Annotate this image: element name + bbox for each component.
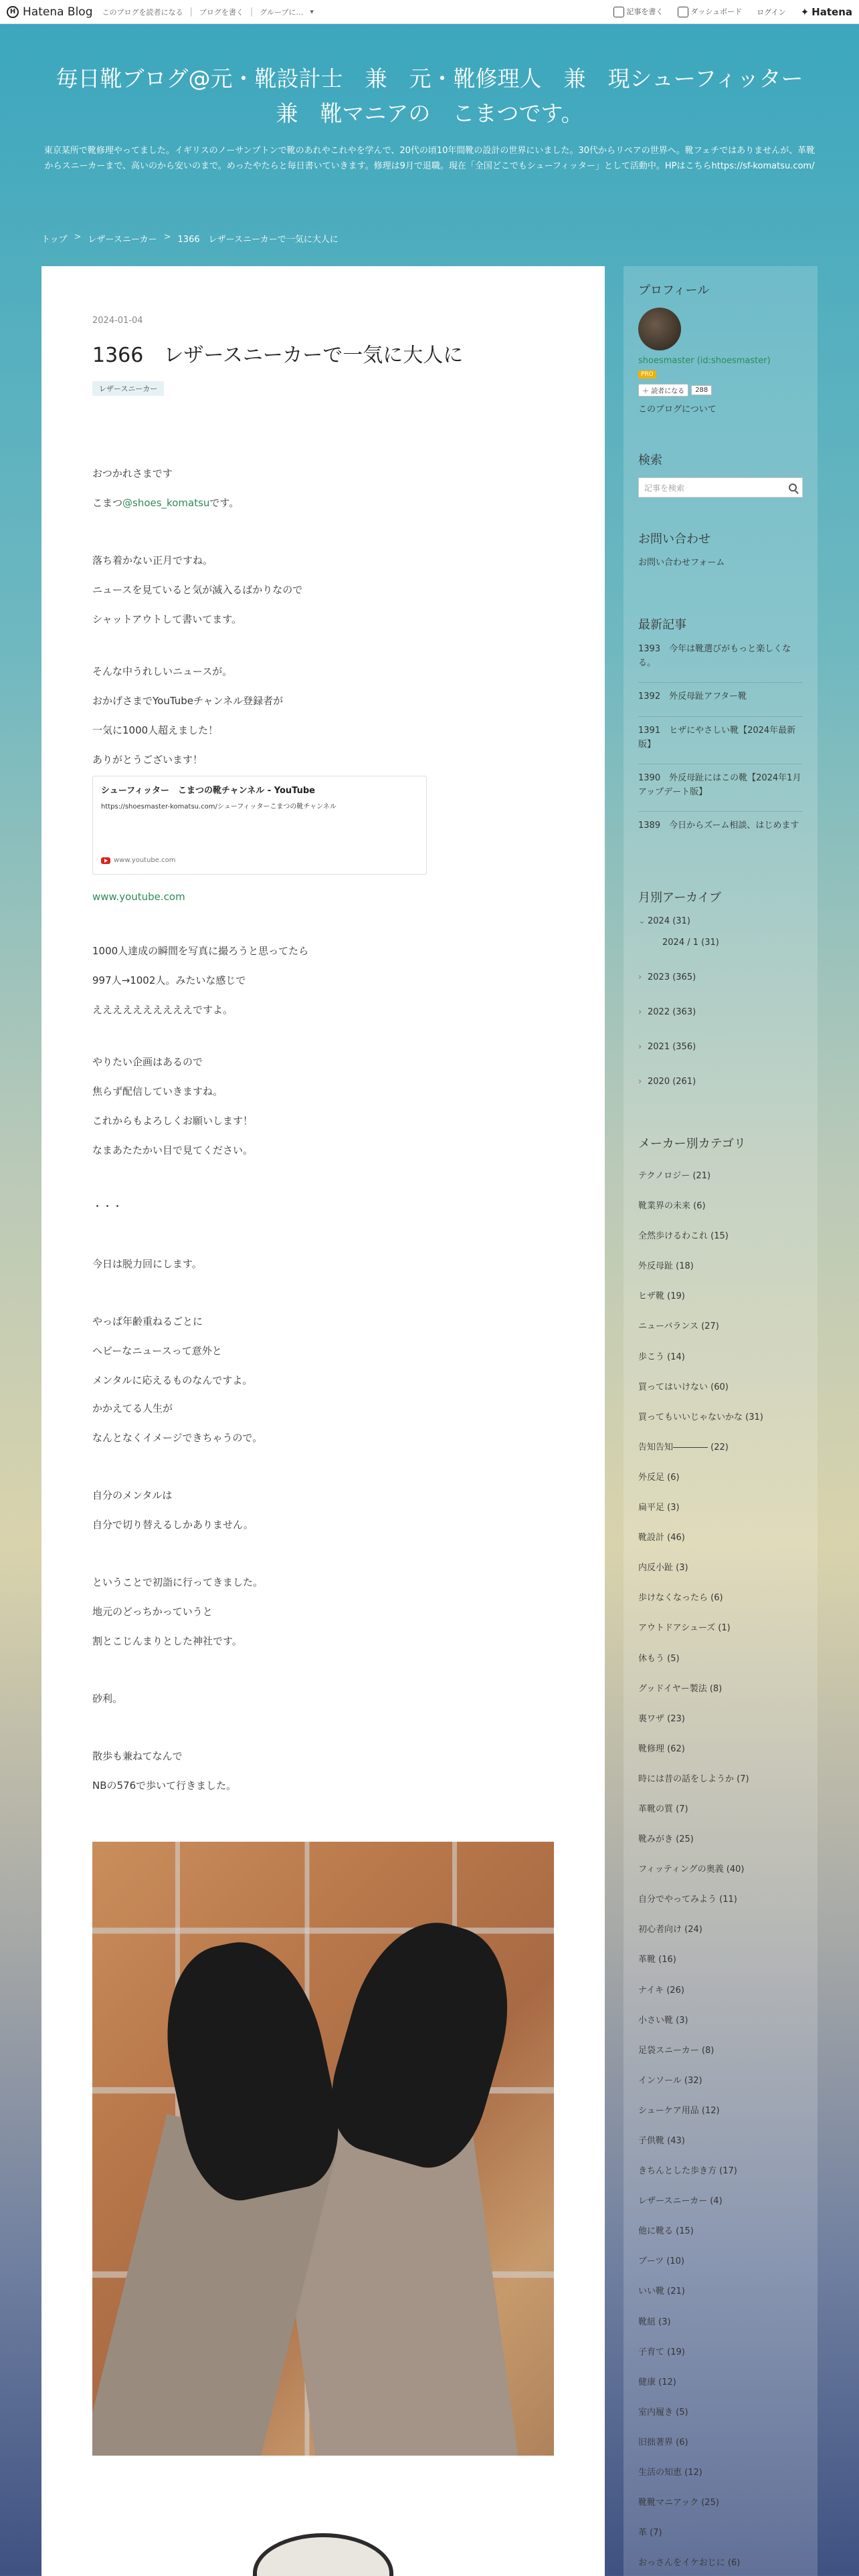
pencil-icon (613, 7, 624, 17)
breadcrumb-category[interactable]: レザースニーカー (88, 235, 157, 245)
chevron-right-icon: › (638, 972, 642, 982)
recent-entry[interactable]: 1392 外反母趾アフター靴 (638, 691, 747, 702)
global-header-bar (0, 0, 859, 24)
breadcrumb (41, 232, 339, 245)
paragraph-newyear: 落ち着かない正月ですね。 ニュースを見ていると気が滅入るばかりなので シャットアウトして書いてます。 (92, 554, 303, 625)
category-link[interactable]: 革靴 (16) (638, 1955, 676, 1965)
archive-year-2023[interactable]: › 2023 (365) (638, 971, 803, 1006)
category-link[interactable]: 他に靴る (15) (638, 2226, 694, 2237)
article-title[interactable]: 1366 レザースニーカーで一気に大人に (92, 344, 464, 367)
category-link[interactable]: いい靴 (21) (638, 2286, 685, 2297)
category-link[interactable]: 足袋スニーカー (8) (638, 2045, 714, 2056)
category-link[interactable]: 靴靴マニアック (25) (638, 2498, 719, 2508)
category-link[interactable]: 生活の知恵 (12) (638, 2468, 702, 2478)
breadcrumb-current: 1366 レザースニーカーで一気に大人に (177, 235, 339, 245)
category-link[interactable]: ナイキ (26) (638, 1985, 684, 1996)
category-link[interactable]: 室内履き (5) (638, 2407, 688, 2418)
category-link[interactable]: 買ってもいいじゃないかな (31) (638, 1412, 763, 1422)
category-link[interactable]: 靴業界の未来 (6) (638, 1201, 706, 1212)
recent-entries-module (638, 615, 803, 852)
youtube-link[interactable]: www.youtube.com (92, 891, 185, 903)
category-link[interactable]: フィッティングの奥義 (40) (638, 1864, 745, 1875)
category-link[interactable]: 小さい靴 (3) (638, 2015, 688, 2026)
avatar[interactable] (638, 308, 681, 350)
category-link[interactable]: 歩けなくなったら (6) (638, 1593, 723, 1604)
blog-title[interactable]: 毎日靴ブログ@元・靴設計士 兼 元・靴修理人 兼 現シューフィッター 兼 靴マニアの こまつです。 (56, 66, 826, 126)
recent-entry[interactable]: 1391 ヒザにやさしい靴【2024年最新版】 (638, 726, 796, 750)
paragraph-plans: やりたい企画はあるので 焦らず配信していきますね。 これからもよろしくお願いします！ なまあたたかい目で見てください。 (92, 1056, 254, 1156)
category-link[interactable]: テクノロジー (21) (638, 1171, 711, 1181)
search-module (638, 451, 803, 498)
subscribe-button[interactable]: ＋ 読者になる (638, 384, 688, 397)
recent-entry[interactable]: 1393 今年は靴選びがもっと楽しくなる。 (638, 644, 791, 668)
contact-heading: お問い合わせ (638, 532, 710, 546)
category-link[interactable]: 靴みがき (25) (638, 1834, 694, 1845)
category-heading: メーカー別カテゴリ (638, 1137, 746, 1151)
about-blog-link[interactable]: このブログについて (638, 405, 717, 415)
global-right-menu (613, 6, 852, 18)
contact-module (638, 530, 803, 570)
chevron-right-icon: › (638, 1077, 642, 1087)
youtube-embed-card[interactable] (92, 776, 427, 875)
category-link[interactable]: 子育て (19) (638, 2347, 685, 2357)
hatena-icon: ✦ (800, 5, 809, 18)
category-link[interactable]: おっさんをイケおじに (6) (638, 2558, 741, 2569)
embed-title[interactable]: シューフィッター こまつの靴チャンネル - YouTube (101, 786, 315, 796)
category-link[interactable]: 旧拙著界 (6) (638, 2437, 688, 2448)
paragraph-dots: ・・・ (92, 1200, 123, 1212)
category-link[interactable]: インソール (32) (638, 2075, 702, 2086)
category-link[interactable]: 外反母趾 (18) (638, 1261, 694, 1272)
article-container (41, 266, 605, 2576)
article-category-tag[interactable]: レザースニーカー (92, 381, 164, 396)
category-link[interactable]: アウトドアシューズ (1) (638, 1623, 731, 1634)
chevron-down-icon: ⌄ (638, 916, 646, 926)
archive-year-2022[interactable]: › 2022 (363) (638, 1006, 803, 1041)
category-link[interactable]: 初心者向け (24) (638, 1925, 702, 1935)
breadcrumb-separator-icon: > (163, 232, 171, 242)
archive-year-2021[interactable]: › 2021 (356) (638, 1041, 803, 1075)
brand-label: Hatena Blog (23, 5, 93, 19)
category-link[interactable]: 子供靴 (43) (638, 2136, 685, 2146)
recent-entry[interactable]: 1389 今日からズーム相談、はじめます (638, 821, 799, 831)
category-link[interactable]: 告知告知―――― (22) (638, 1442, 729, 1453)
category-link[interactable]: 外反足 (6) (638, 1472, 680, 1483)
write-post-link[interactable]: 記事を書く (613, 6, 663, 17)
search-heading: 検索 (638, 453, 662, 467)
search-icon[interactable] (789, 484, 797, 492)
paragraph-gravel: 砂利。 (92, 1693, 123, 1705)
category-link[interactable]: 革靴の質 (7) (638, 1804, 688, 1814)
paragraph-walk: 散歩も兼ねてなんで NBの576で歩いて行きました。 (92, 1750, 237, 1792)
menu-item-group[interactable]: グループに… (260, 7, 304, 17)
hatena-home-link[interactable]: ✦ Hatena (800, 5, 852, 18)
paragraph-news: そんな中うれしいニュースが。 おかげさまでYouTubeチャンネル登録者が 一気に1000人超えました！ ありがとうございます！ (92, 665, 284, 766)
category-link[interactable]: ニューバランス (27) (638, 1321, 719, 1332)
category-link[interactable]: 靴修理 (62) (638, 1743, 685, 1754)
profile-heading: プロフィール (638, 284, 710, 298)
menu-item-subscribe[interactable]: このブログを読者になる (102, 7, 183, 17)
category-link[interactable]: 歩こう (14) (638, 1352, 685, 1362)
paragraph-shrine: ということで初詣に行ってきました。 地元のどっちかっていうと 割とこじんまりとした神社です。 (92, 1576, 264, 1647)
category-link[interactable]: 内反小趾 (3) (638, 1563, 688, 1574)
pro-badge: PRO (638, 370, 656, 379)
category-link[interactable]: 裏ワザ (23) (638, 1713, 685, 1724)
category-link[interactable]: ブーツ (10) (638, 2256, 684, 2267)
global-menu: このブログを読者になる | ブログを書く | グループに… ▾ (102, 7, 314, 17)
category-link[interactable]: 全然歩けるわこれ (15) (638, 1231, 729, 1242)
paragraph-mental: やっぱ年齢重ねるごとに ヘビーなニュースって意外と メンタルに応えるものなんですよ。 (92, 1315, 253, 1386)
paragraph-milestone: 1000人達成の瞬間を写真に撮ろうと思ってたら 997人→1002人。みたいな感じで ええええええええええですよ。 (92, 945, 309, 1016)
category-link[interactable]: グッドイヤー製法 (8) (638, 1683, 723, 1694)
category-link[interactable]: 買ってはいけない (60) (638, 1382, 729, 1392)
contact-form-link[interactable]: お問い合わせフォーム (638, 558, 725, 568)
youtube-icon (101, 857, 110, 864)
category-link[interactable]: 自分でやってみよう (11) (638, 1895, 737, 1905)
category-link[interactable]: 休もう (5) (638, 1653, 680, 1664)
category-link[interactable]: 健康 (12) (638, 2377, 676, 2387)
sneaker-photo-2 (92, 2520, 554, 2576)
plus-icon: ＋ (642, 388, 652, 395)
category-link[interactable]: 靴設計 (46) (638, 1533, 685, 1543)
archive-year-2020[interactable]: › 2020 (261) (638, 1075, 803, 1102)
sneaker-photo (92, 1842, 554, 2456)
menu-item-write[interactable]: ブログを書く (199, 7, 244, 17)
embed-url: https://shoesmaster-komatsu.com/シューフィッターこまつの靴チャンネル (101, 803, 337, 811)
breadcrumb-top[interactable]: トップ (41, 235, 68, 245)
profile-name-link[interactable]: shoesmaster (id:shoesmaster) (638, 356, 771, 366)
category-link[interactable]: 革 (7) (638, 2528, 662, 2539)
recent-entry[interactable]: 1390 外反母趾にはこの靴【2024年1月アップデート版】 (638, 773, 801, 797)
embed-domain: www.youtube.com (101, 857, 175, 864)
paragraph-life: かかえてる人生が なんとなくイメージできちゃうので。 (92, 1402, 263, 1444)
twitter-handle-link[interactable]: @shoes_komatsu (122, 497, 210, 509)
archive-heading: 月別アーカイブ (638, 891, 722, 905)
hatena-logo-icon: H (7, 6, 19, 18)
chevron-down-icon[interactable]: ▾ (310, 7, 314, 16)
category-link[interactable]: シューケア用品 (12) (638, 2105, 720, 2116)
archive-month-2024-1[interactable]: 2024 / 1 (31) (662, 938, 719, 948)
category-link[interactable]: 時には昔の話をしようか (7) (638, 1774, 749, 1784)
reader-count: 288 (691, 385, 712, 395)
category-link[interactable]: レザースニーカー (4) (638, 2196, 723, 2207)
paragraph-switch: 自分のメンタルは 自分で切り替えるしかありません。 (92, 1489, 254, 1531)
search-input[interactable]: 記事を検索 (638, 477, 803, 498)
category-module (638, 1134, 803, 2576)
chevron-right-icon: › (638, 1042, 642, 1052)
category-link[interactable]: ヒザ靴 (19) (638, 1291, 685, 1302)
category-link[interactable]: きちんとした歩き方 (17) (638, 2166, 737, 2177)
sidebar (624, 266, 818, 2576)
hatena-blog-logo[interactable] (7, 5, 93, 19)
paragraph-relax: 今日は脱力回にします。 (92, 1258, 202, 1270)
chevron-right-icon: › (638, 1007, 642, 1017)
archive-year-2024[interactable]: ⌄ 2024 (31) (638, 915, 803, 936)
breadcrumb-separator-icon: > (74, 232, 82, 242)
category-link[interactable]: 扁平足 (3) (638, 1503, 680, 1513)
article-date[interactable]: 2024-01-04 (92, 316, 143, 326)
profile-module (638, 281, 803, 415)
dashboard-link[interactable]: ダッシュボード (678, 6, 742, 17)
dashboard-icon (678, 7, 688, 17)
blog-description: 東京某所で靴修理やってました。イギリスのノーサンプトンで靴のあれやこれやを学んで、20代の頃10年間靴の設計の世界にいました。30代からリペアの世界へ。靴フェチではありませんが、革靴からスニーカーまで、高いのから安いのまで。めったやたらと毎日書いていきます。修理は9月で退職。現在「全国どこでもシューフィッター」として活動中。HPはこちらhttps://sf-komatsu.com/ (43, 146, 816, 171)
archive-module (638, 888, 803, 1102)
category-link[interactable]: 靴紐 (3) (638, 2317, 671, 2327)
paragraph-greeting: おつかれさまです こまつ@shoes_komatsuです。 (92, 467, 240, 509)
recent-heading: 最新記事 (638, 618, 686, 632)
category-list (638, 1161, 803, 2576)
login-link[interactable]: ログイン (757, 7, 786, 17)
reader-widget (638, 384, 803, 397)
